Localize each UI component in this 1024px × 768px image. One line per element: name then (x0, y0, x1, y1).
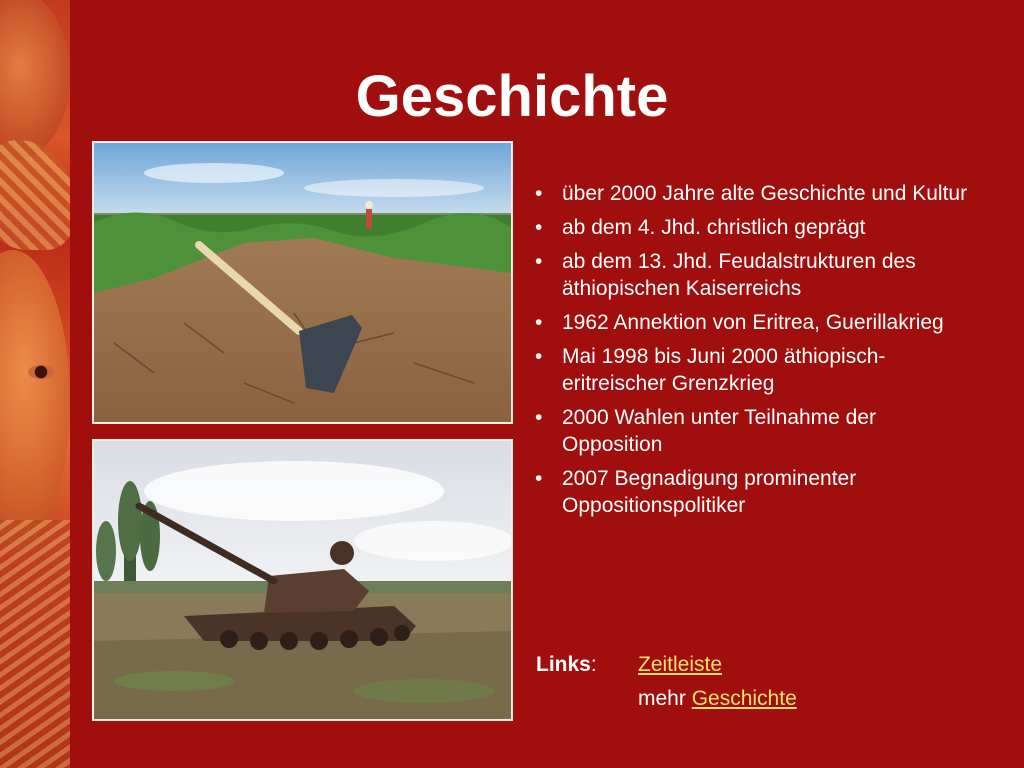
list-item (535, 248, 975, 302)
bullet-marker: • (535, 406, 543, 429)
list-item (535, 180, 975, 207)
geschichte-link[interactable]: Geschichte (691, 687, 797, 710)
bullet-marker: • (535, 182, 543, 205)
list-item (535, 404, 975, 458)
photo-abandoned-tank (92, 439, 513, 721)
links-label-text: Links (536, 653, 591, 676)
bullet-text: 1962 Annektion von Eritrea, Guerillakrieg (562, 311, 944, 334)
bullet-marker: • (535, 467, 543, 490)
bullet-text: ab dem 13. Jhd. Feudalstrukturen des äthiopischen Kaiserreichs (562, 250, 916, 300)
links-row-1 (638, 652, 722, 680)
photo-field-with-hoe (92, 141, 513, 424)
links-row-2 (638, 686, 797, 712)
bullet-text: ab dem 4. Jhd. christlich geprägt (562, 216, 866, 239)
bullet-text: 2000 Wahlen unter Teilnahme der Opposition (562, 406, 877, 456)
list-item (535, 214, 975, 241)
bullet-marker: • (535, 216, 543, 239)
links-colon: : (590, 653, 597, 676)
links-label (536, 652, 597, 678)
bullet-marker: • (535, 250, 543, 273)
scarf-pattern (0, 140, 70, 250)
bullet-text: 2007 Begnadigung prominenter Oppositionspolitiker (562, 467, 857, 517)
history-bullet-list (535, 180, 975, 526)
bullet-marker: • (535, 345, 543, 368)
list-item (535, 465, 975, 519)
zeitleiste-link[interactable]: Zeitleiste (638, 653, 723, 676)
list-item (535, 309, 975, 336)
eye-detail (28, 365, 54, 379)
bullet-text: Mai 1998 bis Juni 2000 äthiopisch-eritreischer Grenzkrieg (562, 345, 886, 395)
face-image-bottom (0, 250, 70, 550)
scarf-pattern-lower (0, 520, 70, 768)
bullet-text: über 2000 Jahre alte Geschichte und Kultur (562, 182, 968, 205)
slide-title: Geschichte (355, 64, 669, 129)
bullet-marker: • (535, 311, 543, 334)
links-prefix-text: mehr (638, 687, 686, 710)
list-item (535, 343, 975, 397)
